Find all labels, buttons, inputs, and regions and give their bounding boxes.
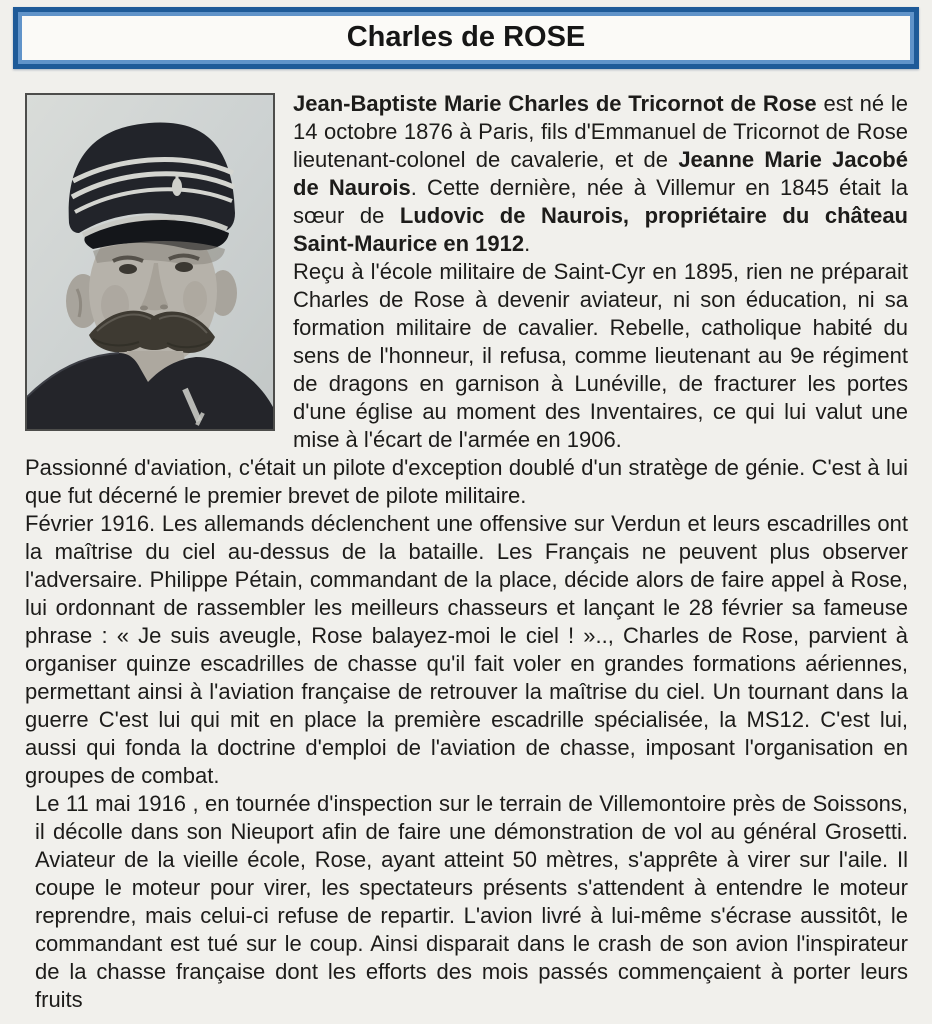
- article-body: [25, 90, 908, 1014]
- page-title: Charles de ROSE: [346, 21, 586, 53]
- paragraph-verdun: Février 1916. Les allemands déclenchent une offensive sur Verdun et leurs escadrilles ont la maîtrise du ciel au-dessus de la bataille. Les Français ne peuvent plus observer l'adversaire. Philippe Pétain, commandant de la place, décide alors de faire appel à Rose, lui ordonnant de rassembler les meilleurs chasseurs et lançant le 28 février sa fameuse phrase : « Je suis aveugle, Rose balayez-moi le ciel ! ».., Charles de Rose, parvient à organiser quinze escadrilles de chasse qu'il fait voler en grandes formations aériennes, permettant ainsi à l'aviation française de retrouver la maîtrise du ciel. Un tournant dans la guerre C'est lui qui mit en place la première escadrille spécialisée, la MS12. C'est lui, aussi qui fonda la doctrine d'emploi de l'aviation de chasse, imposant l'organisation en groupes de combat.: [25, 511, 908, 788]
- bold-nom-ludovic: Ludovic de Naurois, propriétaire du château Saint-Maurice en 1912: [293, 203, 908, 256]
- paragraph-saint-cyr: Reçu à l'école militaire de Saint-Cyr en 1895, rien ne préparait Charles de Rose à devenir aviateur, ni son éducation, ni sa formation militaire de cavalier. Rebelle, catholique habité du sens de l'honneur, il refusa, comme lieutenant au 9e régiment de dragons en garnison à Lunéville, de fracturer les portes d'une église au moment des Inventaires, ce qui lui valut une mise à l'écart de l'armée en 1906.: [293, 259, 908, 452]
- title-box: [13, 7, 919, 69]
- title-box-inner: [18, 12, 914, 64]
- portrait-photo: [25, 93, 275, 431]
- bold-nom-jacobe: Jeanne Marie Jacobé de Naurois: [293, 147, 908, 200]
- texte-villemur: . Cette dernière, née à Villemur en 1845 était la sœur de: [293, 175, 908, 228]
- paragraph-passionne: Passionné d'aviation, c'était un pilote d'exception doublé d'un stratège de génie. C'est à lui que fut décerné le premier brevet de pilote militaire.: [25, 455, 908, 508]
- texte-point-final: .: [524, 231, 531, 256]
- bold-nom-tricornot: Jean-Baptiste Marie Charles de Tricornot de Rose: [293, 91, 817, 116]
- paragraph-crash: Le 11 mai 1916 , en tournée d'inspection sur le terrain de Villemontoire près de Soissons, il décolle dans son Nieuport afin de faire une démonstration de vol au général Grosetti. Aviateur de la vieille école, Rose, ayant atteint 50 mètres, s'apprête à virer sur l'aile. Il coupe le moteur pour virer, les spectateurs présents s'attendent à entendre le moteur reprendre, mais celui-ci refuse de repartir. L'avion livré à lui-même s'écrase aussitôt, le commandant est tué sur le coup. Ainsi disparait dans le crash de son avion l'inspirateur de la chasse française dont les efforts des mois passés commençaient à porter leurs fruits: [35, 791, 908, 1012]
- portrait-charles-de-rose-illustration: [27, 95, 273, 429]
- texte-naissance: est né le 14 octobre 1876 à Paris, fils d'Emmanuel de Tricornot de Rose lieutenant-colonel de cavalerie, et de: [293, 91, 909, 172]
